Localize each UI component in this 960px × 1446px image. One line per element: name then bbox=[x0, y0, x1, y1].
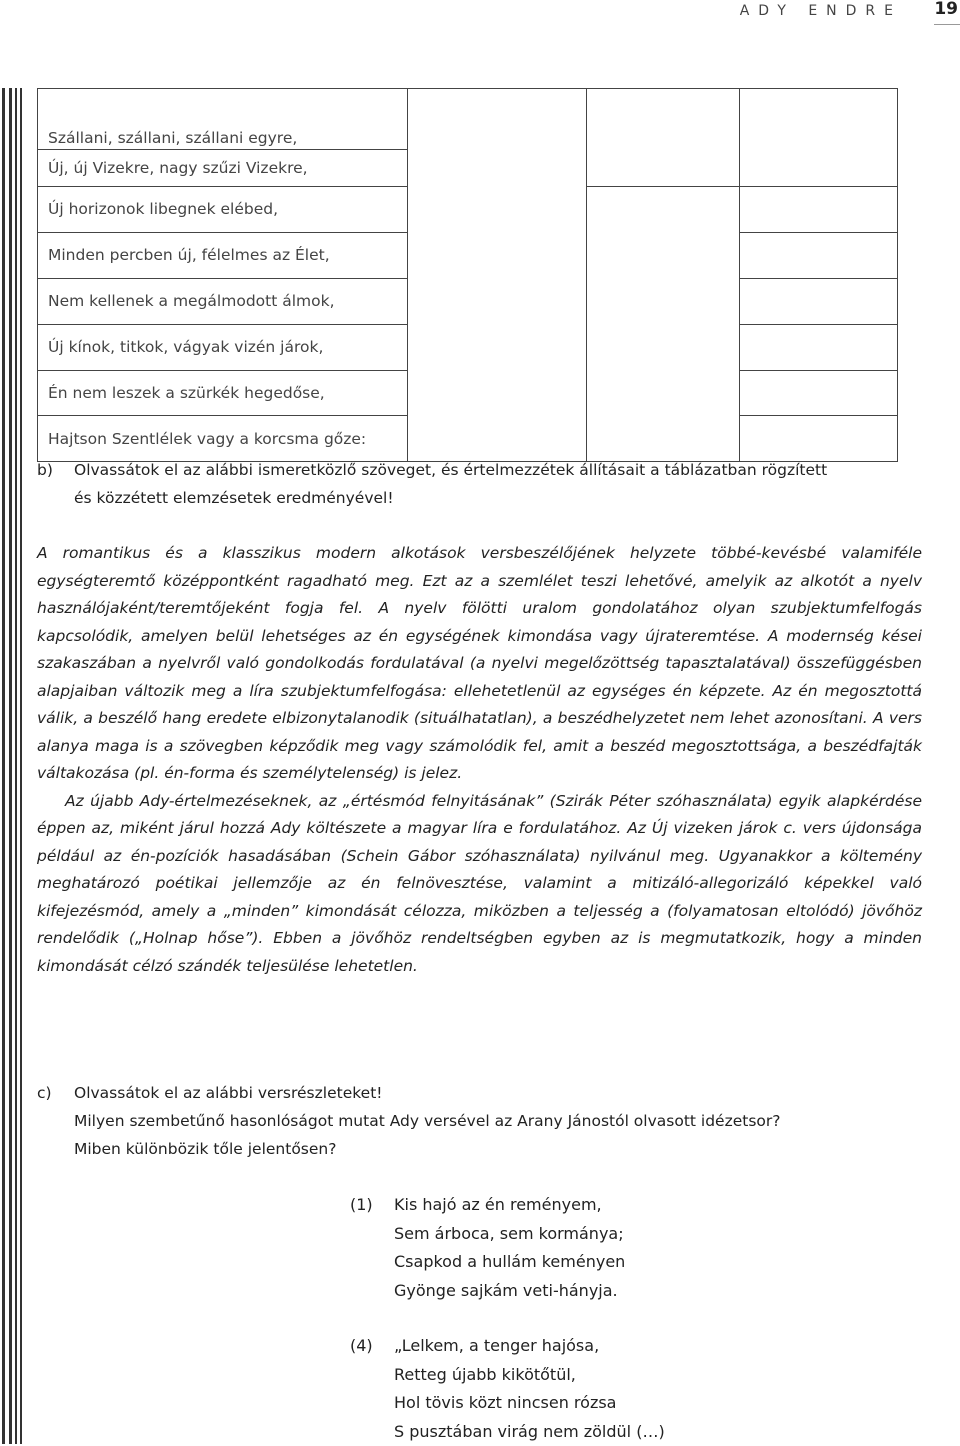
poem-line-cell: Új kínok, titkok, vágyak vizén járok, bbox=[38, 324, 408, 370]
verse-line: „Lelkem, a tenger hajósa, bbox=[394, 1332, 870, 1361]
task-instruction bbox=[74, 456, 922, 512]
verse-line: Gyönge sajkám veti-hányja. bbox=[394, 1277, 870, 1306]
instruction-line: Milyen szembetűnő hasonlóságot mutat Ady versével az Arany Jánostól olvasott idézetsor? bbox=[74, 1107, 922, 1135]
analysis-cell[interactable] bbox=[740, 370, 898, 416]
task-letter: b) bbox=[37, 456, 53, 484]
page-number: 19 bbox=[934, 0, 958, 19]
poem-analysis-table bbox=[37, 88, 898, 462]
header-rule bbox=[934, 24, 960, 25]
poem-line-cell: Hajtson Szentlélek vagy a korcsma gőze: bbox=[38, 416, 408, 462]
margin-bar bbox=[2, 88, 5, 1444]
instruction-line: és közzétett elemzésetek eredményével! bbox=[74, 484, 922, 512]
verse-line: S pusztában virág nem zöldül (…) bbox=[394, 1418, 870, 1446]
informational-text bbox=[37, 540, 922, 980]
verse-line: Csapkod a hullám keményen bbox=[394, 1248, 870, 1277]
poem-line-cell: Minden percben új, félelmes az Élet, bbox=[38, 232, 408, 278]
task-letter: c) bbox=[37, 1079, 52, 1107]
margin-decoration bbox=[0, 88, 26, 1444]
verse-line: Hol tövis közt nincsen rózsa bbox=[394, 1389, 870, 1418]
analysis-cell[interactable] bbox=[740, 232, 898, 278]
poem-line-cell: Én nem leszek a szürkék hegedőse, bbox=[38, 370, 408, 416]
task-c bbox=[37, 1079, 922, 1163]
analysis-cell[interactable] bbox=[740, 324, 898, 370]
verse-excerpt bbox=[350, 1332, 870, 1446]
task-instruction bbox=[74, 1079, 922, 1163]
margin-bar bbox=[15, 88, 17, 1444]
analysis-cell[interactable] bbox=[587, 89, 740, 187]
analysis-cell[interactable] bbox=[740, 416, 898, 462]
analysis-cell[interactable] bbox=[740, 187, 898, 233]
analysis-cell[interactable] bbox=[408, 89, 587, 462]
excerpt-lines bbox=[394, 1191, 870, 1305]
running-head-author: ADY ENDRE bbox=[740, 3, 902, 19]
poem-line-cell: Szállani, szállani, szállani egyre, bbox=[38, 89, 408, 150]
essay-paragraph: A romantikus és a klasszikus modern alkotások versbeszélőjének helyzete többé-kevésbé valamiféle egységteremtő középpontként ragadható meg. Ezt az a szemlélet teszi lehetővé, amelyik az alkotót a nyelv használójaként/teremtőjeként fogja fel. A nyelv fölötti uralom gondolatához olyan szubjektumfelfogás kapcsolódik, amelyen belül lehetséges az én egységének kimondása vagy újrateremtése. A modernség kései szakaszában a nyelvről való gondolkodás fordulatával (a nyelvi megelőzöttség tapasztalatával) összefüggésben alapjaiban változik meg a líra szubjektumfelfogása: ellehetetlenül az egységes én képzete. Az én megosztottá válik, a beszélő hang eredete elbizonytalanodik (situálhatatlan), a beszédhelyzetet nem lehet azonosítani. A vers alanya maga is a szövegben képződik meg vagy számolódik fel, amit a beszéd megosztottsága, a beszédfajták váltakozása (pl. én-forma és személytelenség) is jelez. bbox=[37, 540, 922, 788]
instruction-line: Olvassátok el az alábbi versrészleteket! bbox=[74, 1079, 922, 1107]
instruction-line: Olvassátok el az alábbi ismeretközlő szöveget, és értelmezzétek állításait a táblázatban rögzített bbox=[74, 456, 922, 484]
analysis-cell[interactable] bbox=[587, 187, 740, 462]
table-row bbox=[38, 89, 898, 150]
excerpt-number: (1) bbox=[350, 1191, 373, 1220]
verse-line: Retteg újabb kikötőtül, bbox=[394, 1361, 870, 1390]
verse-excerpt bbox=[350, 1191, 870, 1305]
verse-line: Sem árboca, sem kormánya; bbox=[394, 1220, 870, 1249]
margin-bar bbox=[9, 88, 12, 1444]
poem-line-cell: Nem kellenek a megálmodott álmok, bbox=[38, 278, 408, 324]
excerpt-lines bbox=[394, 1332, 870, 1446]
task-b bbox=[37, 456, 922, 512]
instruction-line: Miben különbözik tőle jelentősen? bbox=[74, 1135, 922, 1163]
poem-line-cell: Új, új Vizekre, nagy szűzi Vizekre, bbox=[38, 150, 408, 187]
running-head bbox=[0, 0, 960, 20]
excerpt-number: (4) bbox=[350, 1332, 373, 1361]
essay-paragraph: Az újabb Ady-értelmezéseknek, az „értésmód felnyitásának” (Szirák Péter szóhasználata) egyik alapkérdése éppen az, miként járul hozzá Ady költészete a magyar líra e fordulatához. Az Új vizeken járok c. vers újdonsága például az én-pozíciók hasadásában (Schein Gábor szóhasználata) nyilvánul meg. Ugyanakkor a költemény meghatározó poétikai jellemzője az én felnövesztése, valamint a mitizáló-allegorizáló képekkel való kifejezésmód, amely a „minden” kimondását célozza, miközben a teljesség a (folyamatosan eltolódó) jövőhöz rendelődik („Holnap hőse”). Ebben a jövőhöz rendeltségben egyben az is megmutatkozik, hogy a minden kimondását célzó szándék teljesülése lehetetlen. bbox=[37, 788, 922, 981]
poem-line-cell: Új horizonok libegnek elébed, bbox=[38, 187, 408, 233]
verse-line: Kis hajó az én reményem, bbox=[394, 1191, 870, 1220]
analysis-cell[interactable] bbox=[740, 278, 898, 324]
margin-bar bbox=[20, 88, 22, 1444]
analysis-cell[interactable] bbox=[740, 89, 898, 187]
